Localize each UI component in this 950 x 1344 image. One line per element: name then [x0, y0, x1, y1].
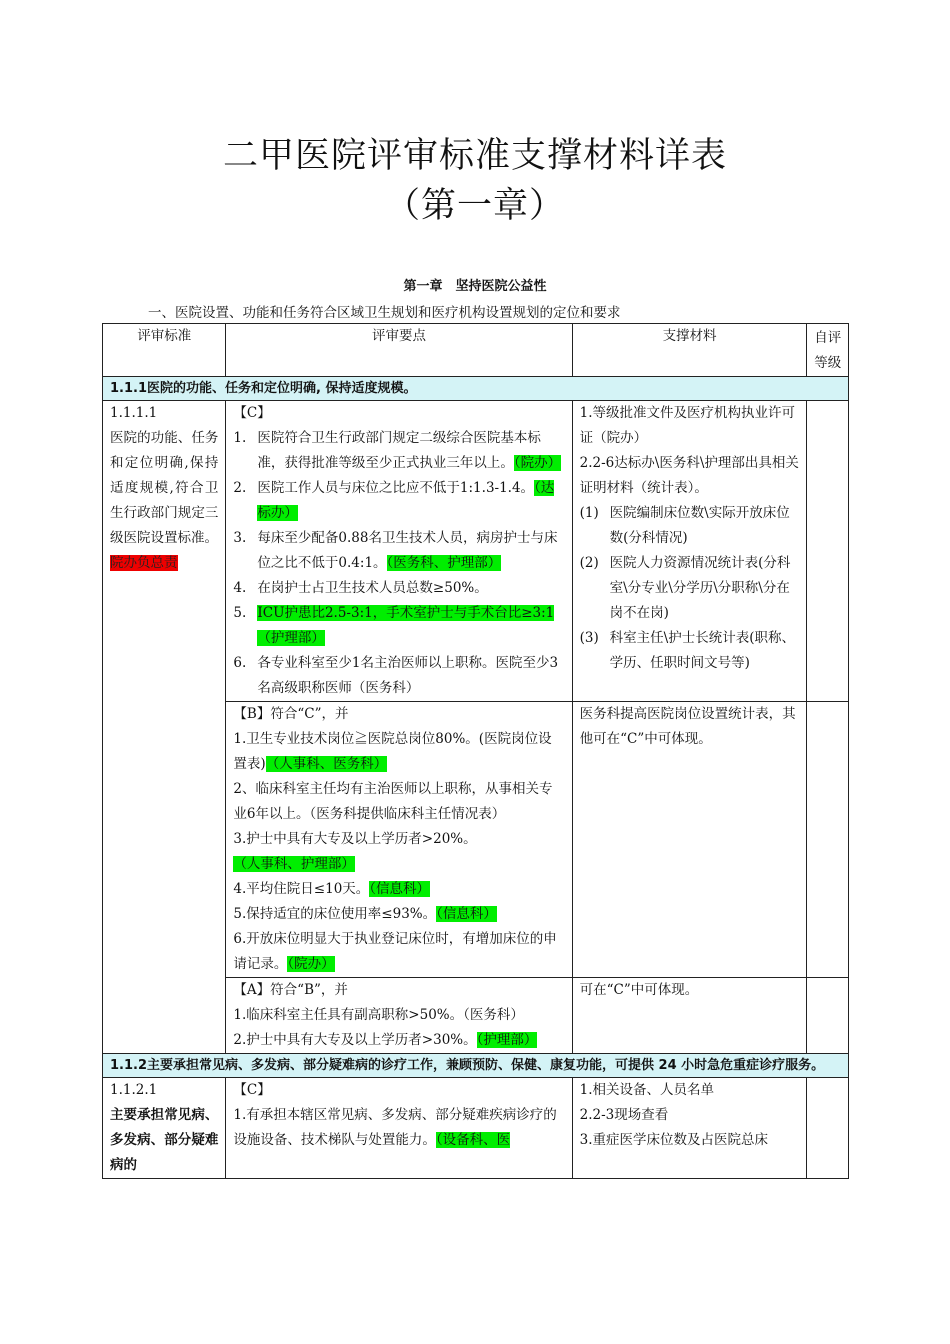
- header-standard: 评审标准: [103, 324, 226, 377]
- list-item: 6.开放床位明显大于执业登记床位时，有增加床位的申请记录。（院办）: [233, 931, 557, 972]
- dept-tag: ICU护患比2.5-3:1，手术室护士与手术台比≥3:1（护理部）: [257, 605, 555, 646]
- dept-tag: （人事科、护理部）: [233, 856, 355, 872]
- grade-c-heading: 【C】: [233, 405, 271, 421]
- material-item: 医务科提高医院岗位设置统计表，其他可在“C”中可体现。: [579, 706, 796, 747]
- standard-text: 主要承担常见病、多发病、部分疑难病的: [110, 1107, 219, 1173]
- table-row: [103, 401, 849, 702]
- standard-code: 1.1.1.1: [110, 405, 158, 421]
- header-key-points: 评审要点: [226, 324, 572, 377]
- dept-tag: （信息科）: [436, 906, 497, 922]
- band-1-1-1: 1.1.1医院的功能、任务和定位明确, 保持适度规模。: [103, 377, 849, 401]
- list-item: 1.卫生专业技术岗位≧医院总岗位80%。(医院岗位设置表)（人事科、医务科）: [233, 731, 552, 772]
- list-item: 4.平均住院日≤10天。（信息科）: [233, 881, 431, 897]
- list-item: 6. 各专业科室至少1名主治医师以上职称。医院至少3名高级职称医师（医务科）: [233, 655, 559, 696]
- list-item: 5. ICU护患比2.5-3:1，手术室护士与手术台比≥3:1（护理部）: [233, 605, 555, 646]
- key-points-cell: [226, 401, 572, 702]
- self-rating-cell: [807, 1078, 849, 1179]
- header-materials: 支撑材料: [572, 324, 807, 377]
- list-item: 5.保持适宜的床位使用率≤93%。（信息科）: [233, 906, 497, 922]
- grade-a-heading: 【A】符合“B”，并: [233, 982, 348, 998]
- chapter-heading: 第一章 坚持医院公益性: [403, 279, 547, 294]
- self-rating-cell: [807, 401, 849, 702]
- document-subtitle: （第一章）: [384, 186, 565, 226]
- dept-tag: （人事科、医务科）: [265, 756, 388, 772]
- material-item: (1) 医院编制床位数\实际开放床位数(分科情况): [579, 505, 790, 546]
- list-item: 3.护士中具有大专及以上学历者>20%。: [233, 831, 477, 847]
- material-item: (2) 医院人力资源情况统计表(分科室\分专业\分学历\分职称\分在岗不在岗): [579, 555, 791, 621]
- material-item: 2.2-3现场查看: [579, 1107, 669, 1123]
- list-item: 2. 医院工作人员与床位之比应不低于1:1.3-1.4。（达标办）: [233, 480, 555, 521]
- dept-tag: （达标办）: [257, 480, 555, 521]
- band-1-1-2: 1.1.2主要承担常见病、多发病、部分疑难病的诊疗工作，兼顾预防、保健、康复功能，可提供 24 小时急危重症诊疗服务。: [103, 1054, 849, 1078]
- material-item: 2.2-6达标办\医务科\护理部出具相关证明材料（统计表）。: [579, 455, 799, 496]
- standard-code: 1.1.2.1: [110, 1082, 158, 1098]
- list-item: 1.有承担本辖区常见病、多发病、部分疑难疾病诊疗的设施设备、技术梯队与处置能力。（设备科、医: [233, 1107, 557, 1148]
- grade-b-heading: 【B】符合“C”，并: [233, 706, 349, 722]
- dept-tag: （护理部）: [476, 1032, 538, 1048]
- dept-tag: （院办）: [513, 455, 562, 471]
- dept-tag: （院办）: [287, 956, 335, 972]
- material-item: 3.重症医学床位数及占医院总床: [579, 1132, 769, 1148]
- table-header-row: [103, 324, 849, 377]
- standards-table: [102, 323, 849, 1179]
- dept-tag: （信息科）: [369, 881, 431, 897]
- list-item: 4. 在岗护士占卫生技术人员总数≥50%。: [233, 580, 488, 596]
- list-item: 1. 医院符合卫生行政部门规定二级综合医院基本标准，获得批准等级至少正式执业三年以上。（院办）: [233, 430, 562, 471]
- material-item: 可在“C”中可体现。: [579, 982, 699, 998]
- header-self-rating: 自评等级: [807, 324, 849, 377]
- owner-badge: 院办负总责: [110, 555, 178, 571]
- table-band-row: [103, 1054, 849, 1078]
- materials-cell: [572, 1078, 807, 1179]
- list-item: 3. 每床至少配备0.88名卫生技术人员，病房护士与床位之比不低于0.4:1。（医务科、护理部）: [233, 530, 558, 571]
- grade-c-heading: 【C】: [233, 1082, 271, 1098]
- material-item: (3) 科室主任\护士长统计表(职称、 学历、任职时间文号等): [579, 630, 795, 671]
- key-points-cell: [226, 702, 572, 978]
- standard-text: 医院的功能、任务和定位明确,保持适度规模,符合卫生行政部门规定三级医院设置标准。: [110, 430, 219, 546]
- materials-cell: [572, 401, 807, 702]
- key-points-cell: [226, 978, 572, 1054]
- table-row: [103, 1078, 849, 1179]
- self-rating-cell: [807, 702, 849, 978]
- dept-tag: （设备科、医: [435, 1132, 511, 1148]
- material-item: 1.相关设备、人员名单: [579, 1082, 715, 1098]
- table-band-row: [103, 377, 849, 401]
- list-item: 2.护士中具有大专及以上学历者>30%。（护理部）: [233, 1032, 538, 1048]
- self-rating-cell: [807, 978, 849, 1054]
- dept-tag: （医务科、护理部）: [386, 555, 502, 571]
- materials-cell: [572, 702, 807, 978]
- list-item: 1.临床科室主任具有副高职称>50%。（医务科）: [233, 1007, 524, 1023]
- list-item: 2、临床科室主任均有主治医师以上职称，从事相关专业6年以上。（医务科提供临床科主任情况表）: [233, 781, 553, 822]
- material-item: 1.等级批准文件及医疗机构执业许可证（院办）: [579, 405, 796, 446]
- key-points-cell: [226, 1078, 572, 1179]
- document-title: 二甲医院评审标准支撑材料详表: [222, 136, 727, 176]
- standard-cell: [103, 401, 226, 1054]
- standard-cell: [103, 1078, 226, 1179]
- section-heading: 一、医院设置、功能和任务符合区域卫生规划和医疗机构设置规划的定位和要求: [148, 305, 621, 321]
- materials-cell: [572, 978, 807, 1054]
